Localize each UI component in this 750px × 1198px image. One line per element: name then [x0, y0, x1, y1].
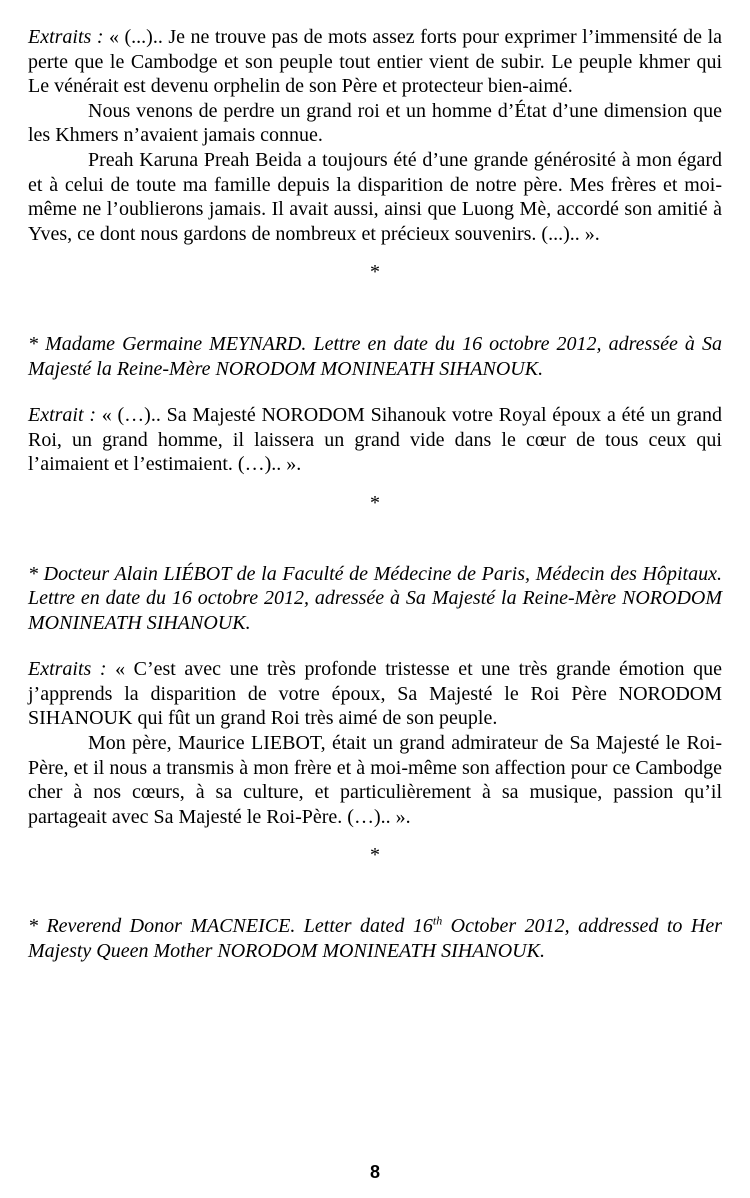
section-separator: *	[370, 844, 380, 867]
extract-label: Extraits :	[28, 658, 107, 681]
section-separator: *	[370, 491, 380, 514]
body-paragraph: Preah Karuna Preah Beida a toujours été d’une grande générosité à mon égard et à celui de toute ma famille depuis la disparition de notre père. Mes frères et moi-même ne l’oublierons jamais. Il avait aussi, ainsi que Luong Mè, accordé son amitié à Yves, ce dont nous gardons de nombreux et précieux souvenirs. (...).. ».	[28, 148, 722, 245]
extract-paragraph	[28, 657, 722, 731]
extract-text: « (...).. Je ne trouve pas de mots assez forts pour exprimer l’immensité de la perte que le Cambodge et son peuple tout entier vient de subir. Le peuple khmer qui Le vénérait est devenu orphelin de son Père et protecteur bien-aimé.	[28, 26, 722, 98]
section-separator: *	[370, 261, 380, 284]
letter-heading: * Docteur Alain LIÉBOT de la Faculté de Médecine de Paris, Médecin des Hôpitaux. Lettre en date du 16 octobre 2012, adressée à Sa Majesté la Reine-Mère NORODOM MONINEATH SIHANOUK.	[28, 562, 722, 634]
heading-text: * Reverend Donor MACNEICE. Letter dated 16	[28, 915, 433, 938]
extract-label: Extrait :	[28, 404, 96, 427]
body-paragraph: Mon père, Maurice LIEBOT, était un grand admirateur de Sa Majesté le Roi-Père, et il nous a transmis à mon frère et à moi-même son affection pour ce Cambodge cher à nos cœurs, à sa culture, et particulièrement à sa musique, passion qu’il partageait avec Sa Majesté le Roi-Père. (…).. ».	[28, 732, 722, 828]
letter-heading	[28, 914, 722, 963]
ordinal-suffix: th	[432, 913, 443, 928]
extract-paragraph	[28, 25, 722, 99]
heading-text: October 2012, addressed to Her Majesty Queen Mother NORODOM MONINEATH SIHANOUK.	[28, 915, 722, 962]
page-number: 8	[369, 1162, 380, 1182]
letter-heading: * Madame Germaine MEYNARD. Lettre en date du 16 octobre 2012, adressée à Sa Majesté la Reine-Mère NORODOM MONINEATH SIHANOUK.	[28, 332, 722, 380]
body-paragraph: Nous venons de perdre un grand roi et un homme d’État d’une dimension que les Khmers n’avaient jamais connue.	[28, 99, 722, 147]
extract-text: « (…).. Sa Majesté NORODOM Sihanouk votre Royal époux a été un grand Roi, un grand homme, il laissera un grand vide dans le cœur de tous ceux qui l’aimaient et l’estimaient. (…).. ».	[28, 404, 722, 476]
extract-text: « C’est avec une très profonde tristesse et une très grande émotion que j’apprends la disparition de votre époux, Sa Majesté le Roi Père NORODOM SIHANOUK qui fût un grand Roi très aimé de son peuple.	[28, 658, 722, 730]
extract-label: Extraits :	[28, 26, 104, 48]
document-page	[28, 25, 722, 963]
extract-paragraph	[28, 403, 722, 477]
